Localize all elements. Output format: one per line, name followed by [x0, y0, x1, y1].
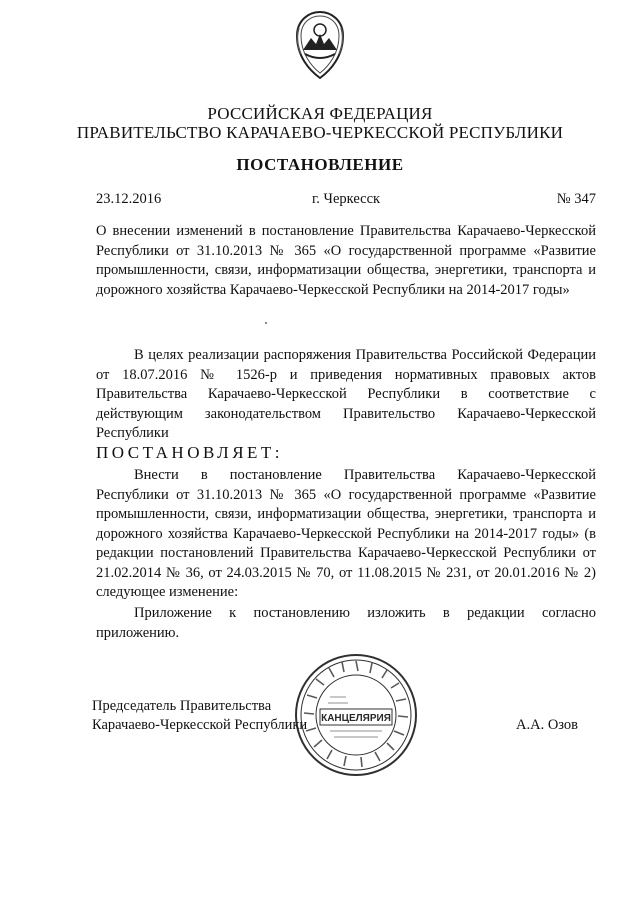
point-2-paragraph: Приложение к постановлению изложить в редакции согласно приложению. [96, 605, 596, 641]
header-government: ПРАВИТЕЛЬСТВО КАРАЧАЕВО-ЧЕРКЕССКОЙ РЕСПУБЛИКИ [76, 123, 564, 142]
signatory-position-2: Карачаево-Черкесской Республики [92, 717, 308, 733]
official-stamp-icon [294, 653, 418, 777]
preamble-paragraph: В целях реализации распоряжения Правительства Российской Федерации от 18.07.2016 № 1526-р и приведения нормативных правовых актов Правительства Карачаево-Черкесской Республики в соответствие с действующим законодательством Правительство Карачаево-Черкесской Республики [96, 347, 596, 441]
document-number: № 347 [556, 191, 596, 207]
stamp-center-text: КАНЦЕЛЯРИЯ [321, 713, 391, 724]
document-type: ПОСТАНОВЛЕНИЕ [236, 155, 404, 174]
document-subject: О внесении изменений в постановление Правительства Карачаево-Черкесской Республики от 31.10.2013 № 365 «О государственной программе «Развитие промышленности, связи, информатизации общества, энергетики, транспорта и дорожного хозяйства Карачаево-Черкесской Республики на 2014-2017 годы» [96, 223, 596, 298]
signatory-position-1: Председатель Правительства [92, 698, 272, 714]
document-date: 23.12.2016 [96, 191, 162, 207]
scan-artifact [265, 322, 267, 324]
document-city: г. Черкесск [312, 191, 381, 207]
signatory-name: А.А. Озов [516, 717, 579, 733]
decree-word: ПОСТАНОВЛЯЕТ: [96, 443, 284, 462]
point-1-paragraph: Внести в постановление Правительства Карачаево-Черкесской Республики от 31.10.2013 № 365 «О государственной программе «Развитие промышленности, связи, информатизации общества, энергетики, транспорта и дорожного хозяйства Карачаево-Черкесской Республики на 2014-2017 годы» (в редакции постановлений Правительства Карачаево-Черкесской Республики от 21.02.2014 № 36, от 24.03.2015 № 70, от 11.08.2015 № 231, от 20.01.2016 № 2) следующее изменение: [96, 467, 596, 600]
header-country: РОССИЙСКАЯ ФЕДЕРАЦИЯ [207, 104, 433, 123]
coat-of-arms-icon [293, 10, 347, 80]
